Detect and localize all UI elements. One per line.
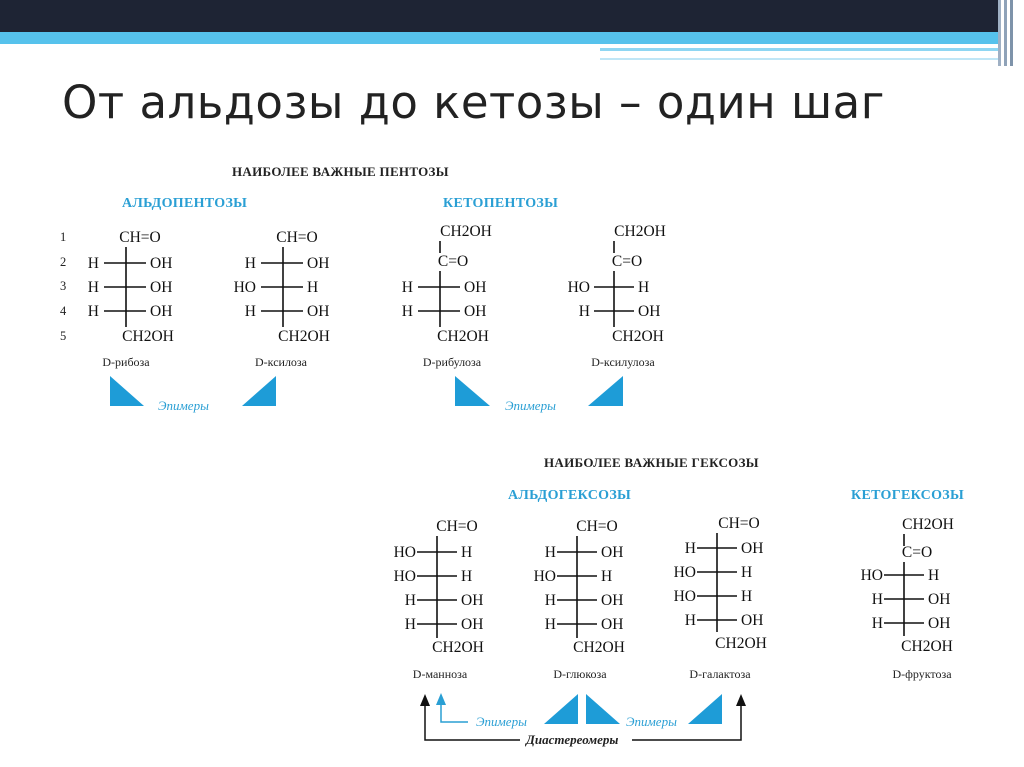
- substituent-left: H: [871, 591, 883, 608]
- formula-bottom: CH2OH: [901, 638, 953, 655]
- ribose-structure: [88, 229, 174, 369]
- formula-top: CH2OH: [902, 516, 954, 533]
- keto-group: C=O: [437, 253, 469, 270]
- compound-name: D-галактоза: [689, 667, 751, 681]
- carbon-numbers: [60, 230, 67, 343]
- epimer-arrow: [242, 376, 276, 406]
- substituent-left: H: [404, 592, 416, 609]
- carbon-number: 2: [60, 255, 67, 269]
- carbon-number: 1: [60, 230, 67, 244]
- substituent-right: OH: [464, 279, 487, 296]
- aldohexoses-label: АЛЬДОГЕКСОЗЫ: [508, 488, 632, 503]
- substituent-right: OH: [601, 616, 624, 633]
- compound-name: D-ксилулоза: [591, 355, 655, 369]
- substituent-left: HO: [393, 544, 416, 561]
- arrow-head: [736, 694, 746, 706]
- substituent-left: H: [684, 540, 696, 557]
- carbon-number: 3: [60, 279, 67, 293]
- substituent-left: H: [684, 612, 696, 629]
- formula-top: CH2OH: [614, 223, 666, 240]
- ketohexoses-label: КЕТОГЕКСОЗЫ: [851, 488, 965, 503]
- hexoses-heading: НАИБОЛЕЕ ВАЖНЫЕ ГЕКСОЗЫ: [544, 455, 759, 470]
- diastereomers-label: Диастереомеры: [526, 732, 619, 747]
- formula-bottom: CH2OH: [437, 328, 489, 345]
- arrow-head: [420, 694, 430, 706]
- substituent-right: H: [741, 588, 753, 605]
- pentoses-heading: НАИБОЛЕЕ ВАЖНЫЕ ПЕНТОЗЫ: [232, 164, 449, 179]
- epimers-label: Эпимеры: [626, 714, 677, 729]
- substituent-right: OH: [150, 303, 173, 320]
- formula-top: CH=O: [576, 518, 618, 535]
- ketopentoses-label: КЕТОПЕНТОЗЫ: [443, 196, 559, 211]
- formula-bottom: CH2OH: [715, 635, 767, 652]
- substituent-right: H: [461, 544, 473, 561]
- substituent-right: OH: [461, 592, 484, 609]
- compound-name: D-глюкоза: [553, 667, 607, 681]
- substituent-right: H: [928, 567, 940, 584]
- epimer-arrow: [688, 694, 722, 724]
- substituent-right: OH: [464, 303, 487, 320]
- pentose-epimer-markers: [110, 376, 623, 413]
- formula-bottom: CH2OH: [612, 328, 664, 345]
- substituent-left: H: [404, 616, 416, 633]
- formula-top: CH2OH: [440, 223, 492, 240]
- substituent-right: H: [638, 279, 650, 296]
- substituent-left: H: [544, 616, 556, 633]
- formula-top: CH=O: [276, 229, 318, 246]
- substituent-left: H: [244, 255, 256, 272]
- substituent-left: HO: [673, 564, 696, 581]
- substituent-right: OH: [741, 540, 764, 557]
- slide-title: От альдозы до кетозы – один шаг: [62, 76, 885, 129]
- epimers-label: Эпимеры: [158, 398, 209, 413]
- substituent-left: H: [87, 303, 99, 320]
- substituent-right: OH: [150, 279, 173, 296]
- compound-name: D-манноза: [412, 667, 468, 681]
- substituent-left: H: [578, 303, 590, 320]
- epimer-arrow: [586, 694, 620, 724]
- substituent-left: HO: [567, 279, 590, 296]
- mannose-structure: [394, 518, 484, 681]
- epimers-label: Эпимеры: [476, 714, 527, 729]
- hexose-relationship-markers: [420, 693, 746, 747]
- substituent-left: H: [544, 592, 556, 609]
- substituent-right: OH: [928, 615, 951, 632]
- xylose-structure: [234, 229, 330, 369]
- compound-name: D-ксилоза: [255, 355, 307, 369]
- arrow-head: [436, 693, 446, 705]
- glucose-structure: [534, 518, 625, 681]
- epimer-arrow: [588, 376, 623, 406]
- formula-top: CH=O: [119, 229, 161, 246]
- formula-bottom: CH2OH: [122, 328, 174, 345]
- formula-top: CH=O: [718, 515, 760, 532]
- substituent-right: H: [307, 279, 319, 296]
- substituent-right: OH: [601, 544, 624, 561]
- ribulose-structure: [402, 223, 492, 369]
- compound-name: D-фруктоза: [892, 667, 952, 681]
- carbon-number: 4: [60, 304, 67, 318]
- substituent-left: H: [87, 255, 99, 272]
- substituent-right: H: [741, 564, 753, 581]
- substituent-right: OH: [307, 303, 330, 320]
- substituent-left: HO: [233, 279, 256, 296]
- substituent-left: HO: [393, 568, 416, 585]
- compound-name: D-рибоза: [102, 355, 150, 369]
- substituent-right: H: [601, 568, 613, 585]
- substituent-left: HO: [533, 568, 556, 585]
- substituent-right: OH: [928, 591, 951, 608]
- substituent-right: OH: [741, 612, 764, 629]
- substituent-right: OH: [638, 303, 661, 320]
- epimer-arrow: [544, 694, 578, 724]
- substituent-left: H: [401, 279, 413, 296]
- formula-bottom: CH2OH: [278, 328, 330, 345]
- substituent-right: OH: [601, 592, 624, 609]
- substituent-left: H: [87, 279, 99, 296]
- formula-top: CH=O: [436, 518, 478, 535]
- xylulose-structure: [568, 223, 666, 369]
- galactose-structure: [674, 515, 767, 681]
- substituent-right: OH: [307, 255, 330, 272]
- carbon-number: 5: [60, 329, 67, 343]
- substituent-right: OH: [461, 616, 484, 633]
- epimer-arrow: [110, 376, 144, 406]
- formula-bottom: CH2OH: [573, 639, 625, 656]
- compound-name: D-рибулоза: [422, 355, 482, 369]
- keto-group: C=O: [611, 253, 643, 270]
- substituent-left: H: [544, 544, 556, 561]
- substituent-left: HO: [860, 567, 883, 584]
- aldopentoses-label: АЛЬДОПЕНТОЗЫ: [122, 196, 248, 211]
- substituent-left: H: [871, 615, 883, 632]
- substituent-right: H: [461, 568, 473, 585]
- epimers-label: Эпимеры: [505, 398, 556, 413]
- substituent-left: H: [244, 303, 256, 320]
- epimer-arrow: [455, 376, 490, 406]
- substituent-left: H: [401, 303, 413, 320]
- fructose-structure: [861, 516, 954, 681]
- substituent-left: HO: [673, 588, 696, 605]
- formula-bottom: CH2OH: [432, 639, 484, 656]
- keto-group: C=O: [901, 544, 933, 561]
- substituent-right: OH: [150, 255, 173, 272]
